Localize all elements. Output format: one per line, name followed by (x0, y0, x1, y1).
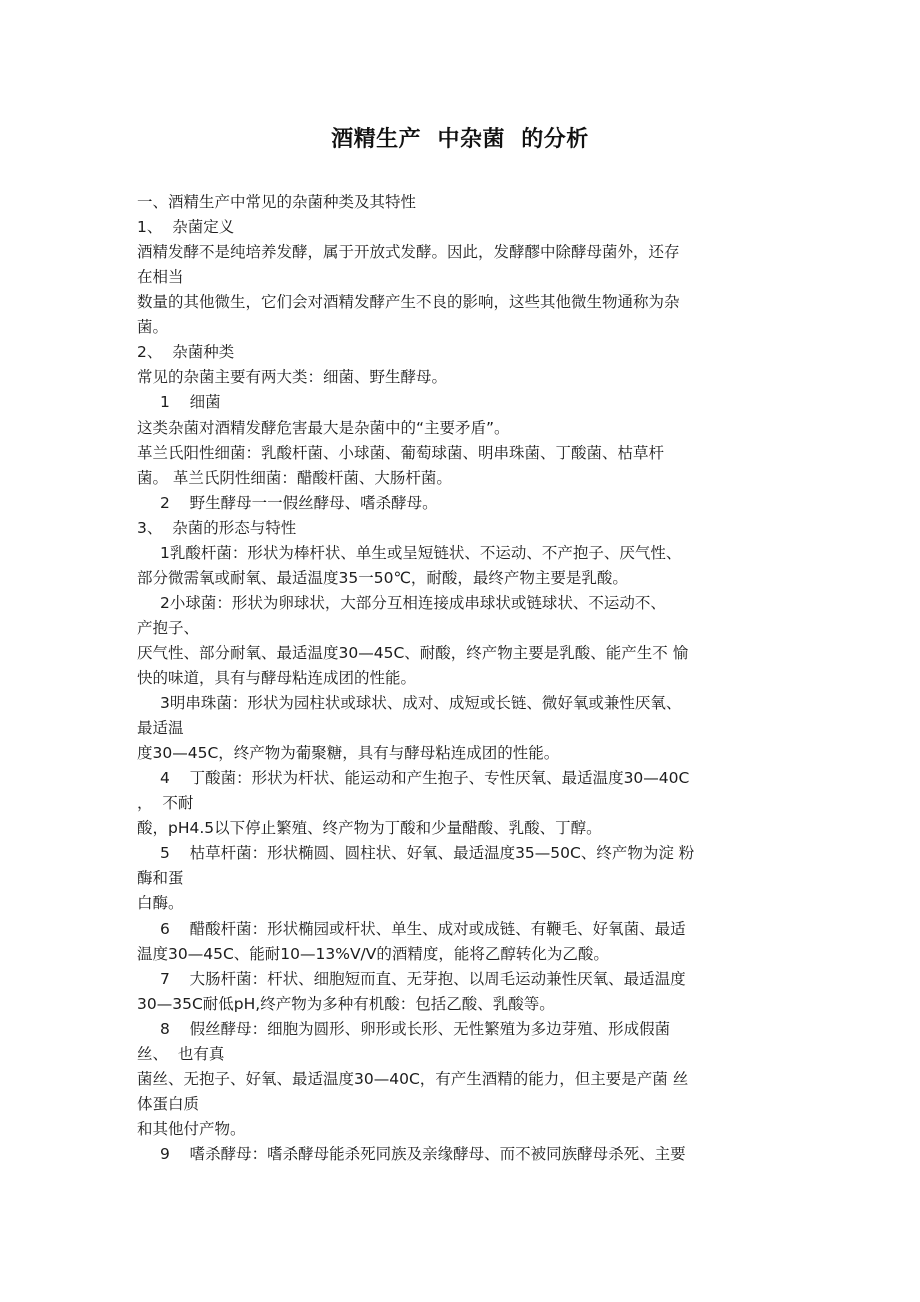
paragraph-line: 和其他付产物。 (137, 1119, 246, 1138)
paragraph-line: 快的味道，具有与酵母粘连成团的性能。 (137, 669, 417, 687)
paragraph-line: 3明串珠菌：形状为园柱状或球状、成对、成短或长链、微好氧或兼性厌氧、 (160, 694, 682, 712)
paragraph-line: 白酶。 (137, 894, 184, 913)
paragraph-line: 8 假丝酵母：细胞为圆形、卵形或长形、无性繁殖为多边芽殖、形成假菌 (160, 1019, 671, 1038)
paragraph-line: 这类杂菌对酒精发酵危害最大是杂菌中的“主要矛盾”。 (137, 418, 510, 437)
paragraph-line: 2 野生酵母一一假丝酵母、嗜杀酵母。 (160, 493, 438, 512)
paragraph-line: 菌。 (137, 318, 169, 337)
paragraph-line: 厌气性、部分耐氧、最适温度30—45C、耐酸，终产物主要是乳酸、能产生不 愉 (137, 643, 689, 662)
paragraph-line: 1 细菌 (160, 393, 221, 412)
paragraph-line: 菌丝、无抱子、好氧、最适温度30—40C，有产生酒精的能力，但主要是产菌 丝 (137, 1069, 689, 1088)
paragraph-line: 丝、 也有真 (137, 1044, 225, 1063)
paragraph-line: 一、酒精生产中常见的杂菌种类及其特性 (137, 193, 417, 211)
paragraph-line: 2小球菌：形状为卵球状，大部分互相连接成串球状或链球状、不运动不、 (160, 593, 666, 612)
paragraph-line: 2、 杂菌种类 (137, 343, 235, 362)
paragraph-line: ， 不耐 (137, 794, 194, 813)
paragraph-line: 酒精发酵不是纯培养发酵，属于开放式发酵。因此，发酵醪中除酵母菌外，还存 (137, 243, 680, 262)
paragraph-line: 最适温 (137, 719, 184, 738)
paragraph-line: 酶和蛋 (137, 869, 184, 888)
paragraph-line: 30—35C耐低pH,终产物为多种有机酸：包括乙酸、乳酸等。 (137, 994, 555, 1013)
paragraph-line: 度30—45C，终产物为葡聚糖，具有与酵母粘连成团的性能。 (137, 744, 560, 763)
paragraph-line: 7 大肠杆菌：杆状、细胞短而直、无芽抱、以周毛运动兼性厌氧、最适温度 (160, 969, 686, 988)
paragraph-line: 6 醋酸杆菌：形状椭园或杆状、单生、成对或成链、有鞭毛、好氧菌、最适 (160, 919, 686, 938)
paragraph-line: 4 丁酸菌：形状为杆状、能运动和产生抱子、专性厌氧、最适温度30—40C (160, 769, 690, 788)
paragraph-line: 3、 杂菌的形态与特性 (137, 518, 297, 537)
paragraph-line: 1、 杂菌定义 (137, 218, 235, 237)
paragraph-line: 酸，pH4.5以下停止繁殖、终产物为丁酸和少量醋酸、乳酸、丁醇。 (137, 819, 602, 838)
paragraph-line: 9 嗜杀酵母：嗜杀酵母能杀死同族及亲缘酵母、而不被同族酵母杀死、主要 (160, 1144, 686, 1163)
document-title: 酒精生产 中杂菌 的分析 (331, 127, 589, 152)
paragraph-line: 数量的其他微生，它们会对酒精发酵产生不良的影响，这些其他微生物通称为杂 (137, 293, 680, 312)
paragraph-line: 部分微需氧或耐氧、最适温度35一50℃，耐酸，最终产物主要是乳酸。 (137, 568, 628, 587)
paragraph-line: 在相当 (137, 268, 184, 287)
paragraph-line: 5 枯草杆菌：形状椭圆、圆柱状、好氧、最适温度35—50C、终产物为淀 粉 (160, 844, 695, 863)
paragraph-line: 常见的杂菌主要有两大类：细菌、野生酵母。 (137, 368, 448, 387)
paragraph-line: 体蛋白质 (137, 1094, 200, 1113)
paragraph-line: 革兰氏阳性细菌：乳酸杆菌、小球菌、葡萄球菌、明串珠菌、丁酸菌、枯草杆 (137, 443, 665, 462)
paragraph-line: 温度30—45C、能耐10—13%V/V的酒精度，能将乙醇转化为乙酸。 (137, 944, 609, 963)
paragraph-line: 1乳酸杆菌：形状为棒杆状、单生或呈短链状、不运动、不产抱子、厌气性、 (160, 543, 682, 562)
paragraph-line: 菌。 革兰氏阴性细菌：醋酸杆菌、大肠杆菌。 (137, 468, 452, 487)
paragraph-line: 产抱子、 (137, 618, 200, 637)
